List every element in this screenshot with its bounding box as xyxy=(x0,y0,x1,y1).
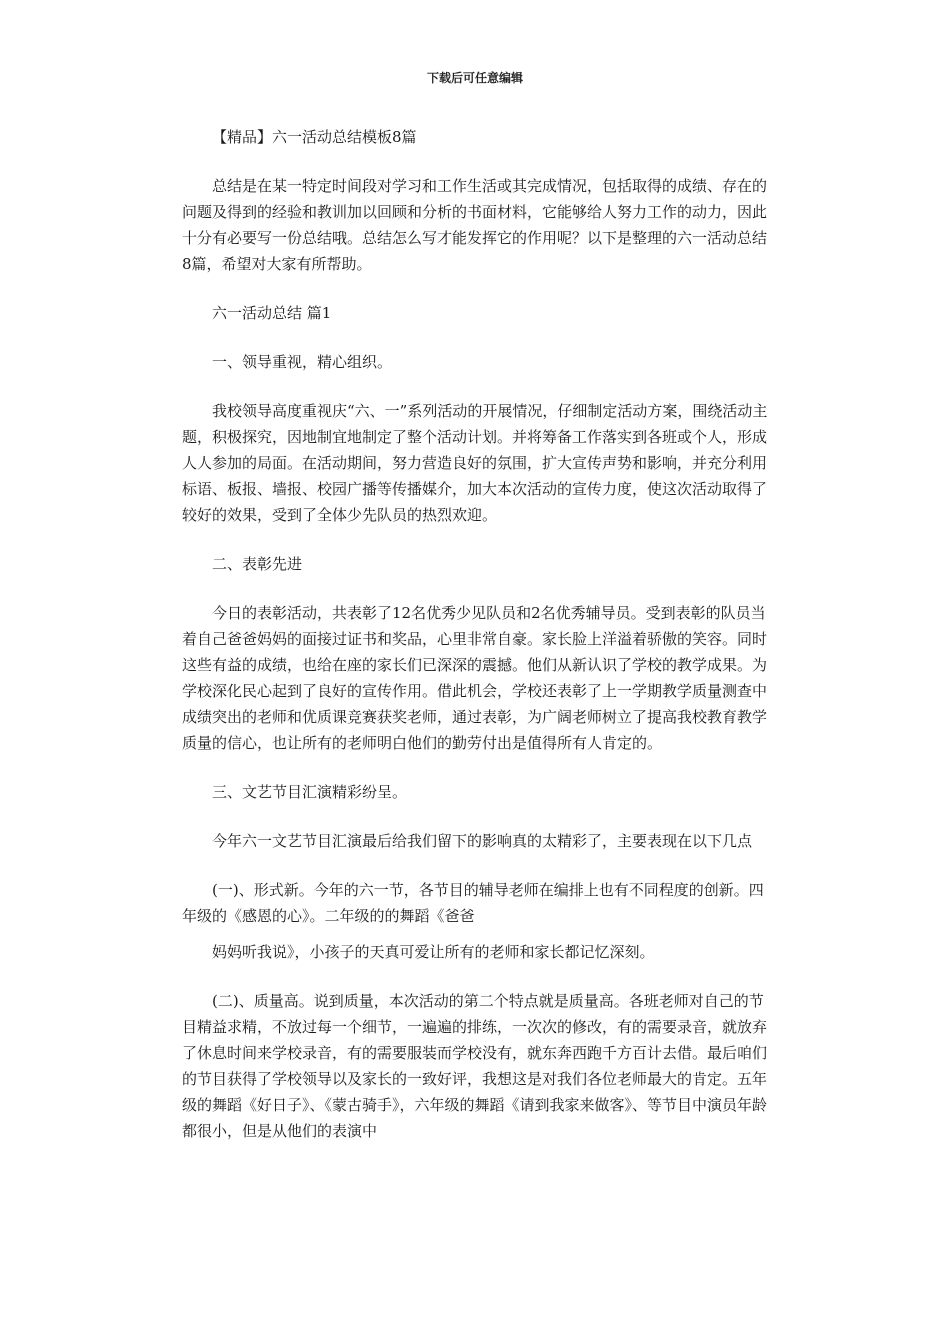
document-title: 【精品】六一活动总结模板8篇 xyxy=(212,128,417,146)
page-header: 下载后可任意编辑 xyxy=(426,71,523,85)
intro-paragraph: 总结是在某一特定时间段对学习和工作生活或其完成情况，包括取得的成绩、存在的问题及得到的经验和教训加以回顾和分析的书面材料，它能够给人努力工作的动力，因此十分有必要写一份总结哦。总结怎么写才能发挥它的作用呢？以下是整理的六一活动总结8篇，希望对大家有所帮助。 xyxy=(182,177,768,273)
document-body xyxy=(182,124,772,1167)
subheading-leadership: 一、领导重视，精心组织。 xyxy=(212,353,393,371)
paragraph-high-quality: (二)、质量高。说到质量，本次活动的第二个特点就是质量高。各班老师对自己的节目精益求精，不放过每一个细节，一遍遍的排练，一次次的修改，有的需要录音，就放弃了休息时间来学校录音，有的需要服装而学校没有，就东奔西跑千方百计去借。最后咱们的节目获得了学校领导以及家长的一致好评，我想这是对我们各位老师最大的肯定。五年级的舞蹈《好日子》、《蒙古骑手》，六年级的舞蹈《请到我家来做客》、等节目中演员年龄都很小，但是从他们的表演中 xyxy=(182,992,768,1140)
section-heading-part1: 六一活动总结 篇1 xyxy=(212,304,332,322)
paragraph-new-form: (一)、形式新。今年的六一节，各节目的辅导老师在编排上也有不同程度的创新。四年级的《感恩的心》。二年级的的舞蹈《爸爸 xyxy=(182,881,764,925)
subheading-performance: 三、文艺节目汇演精彩纷呈。 xyxy=(212,783,408,801)
paragraph-leadership: 我校领导高度重视庆“六、一”系列活动的开展情况，仔细制定活动方案，围绕活动主题，积极探究，因地制宜地制定了整个活动计划。并将筹备工作落实到各班或个人，形成人人参加的局面。在活动期间，努力营造良好的氛围，扩大宣传声势和影响，并充分利用标语、板报、墙报、校园广播等传播媒介，加大本次活动的宣传力度，使这次活动取得了较好的效果，受到了全体少先队员的热烈欢迎。 xyxy=(182,402,768,524)
paragraph-new-form-continued: 妈妈听我说》，小孩子的天真可爱让所有的老师和家长都记忆深刻。 xyxy=(212,943,655,961)
paragraph-performance-intro: 今年六一文艺节目汇演最后给我们留下的影响真的太精彩了，主要表现在以下几点 xyxy=(212,832,753,850)
paragraph-commendation: 今日的表彰活动，共表彰了12名优秀少见队员和2名优秀辅导员。受到表彰的队员当着自己爸爸妈妈的面接过证书和奖品，心里非常自豪。家长脸上洋溢着骄傲的笑容。同时这些有益的成绩，也给在座的家长们已深深的震撼。他们从新认识了学校的教学成果。为学校深化民心起到了良好的宣传作用。借此机会，学校还表彰了上一学期教学质量测查中成绩突出的老师和优质课竞赛获奖老师，通过表彰，为广阔老师树立了提高我校教育教学质量的信心，也让所有的老师明白他们的勤劳付出是值得所有人肯定的。 xyxy=(182,604,768,752)
subheading-commendation: 二、表彰先进 xyxy=(212,555,303,573)
